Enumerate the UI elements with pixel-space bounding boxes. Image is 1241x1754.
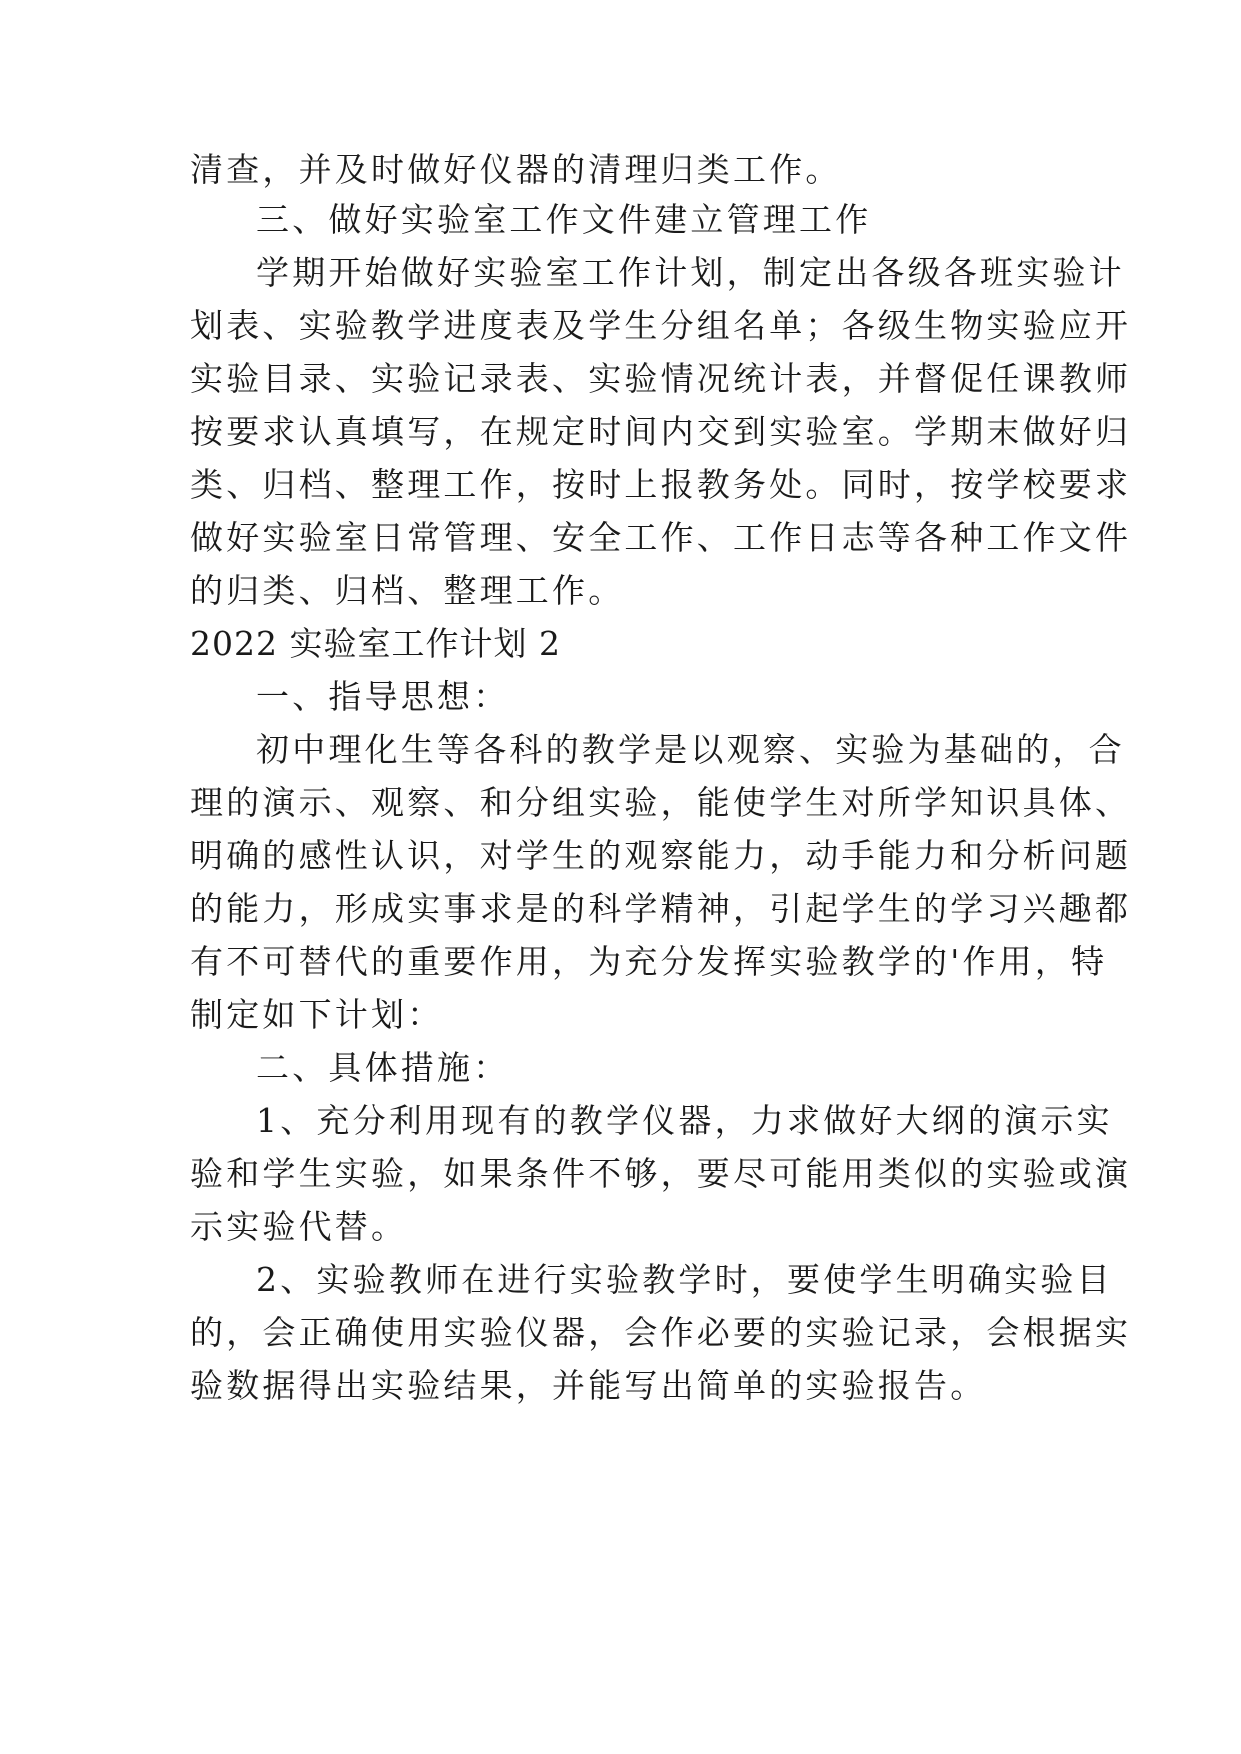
- text-line: 划表、实验教学进度表及学生分组名单；各级生物实验应开: [190, 306, 1132, 345]
- section-heading: 三、做好实验室工作文件建立管理工作: [256, 200, 872, 239]
- text-line: 实验目录、实验记录表、实验情况统计表，并督促任课教师: [190, 359, 1132, 398]
- text-line: 初中理化生等各科的教学是以观察、实验为基础的，合: [256, 730, 1125, 769]
- text-line: 2、实验教师在进行实验教学时，要使学生明确实验目: [256, 1260, 1113, 1299]
- text-line: 理的演示、观察、和分组实验，能使学生对所学知识具体、: [190, 783, 1132, 822]
- section-heading: 一、指导思想：: [256, 677, 510, 716]
- text-line: 的，会正确使用实验仪器，会作必要的实验记录，会根据实: [190, 1313, 1132, 1352]
- text-line: 清查，并及时做好仪器的清理归类工作。: [190, 150, 842, 189]
- text-line: 明确的感性认识，对学生的观察能力，动手能力和分析问题: [190, 836, 1132, 875]
- text-line: 验数据得出实验结果，并能写出简单的实验报告。: [190, 1366, 987, 1405]
- text-line: 验和学生实验，如果条件不够，要尽可能用类似的实验或演: [190, 1154, 1132, 1193]
- text-line: 学期开始做好实验室工作计划，制定出各级各班实验计: [256, 253, 1125, 292]
- text-line: 1、充分利用现有的教学仪器，力求做好大纲的演示实: [256, 1101, 1113, 1140]
- text-line: 有不可替代的重要作用，为充分发挥实验教学的'作用，特: [190, 942, 1108, 981]
- text-line: 的能力，形成实事求是的科学精神，引起学生的学习兴趣都: [190, 889, 1132, 928]
- text-line: 的归类、归档、整理工作。: [190, 571, 625, 610]
- text-line: 按要求认真填写，在规定时间内交到实验室。学期末做好归: [190, 412, 1132, 451]
- text-line: 示实验代替。: [190, 1207, 408, 1246]
- text-line: 类、归档、整理工作，按时上报教务处。同时，按学校要求: [190, 465, 1132, 504]
- text-line: 做好实验室日常管理、安全工作、工作日志等各种工作文件: [190, 518, 1132, 557]
- document-title: 2022 实验室工作计划 2: [190, 624, 561, 663]
- text-line: 制定如下计划：: [190, 995, 444, 1034]
- section-heading: 二、具体措施：: [256, 1048, 510, 1087]
